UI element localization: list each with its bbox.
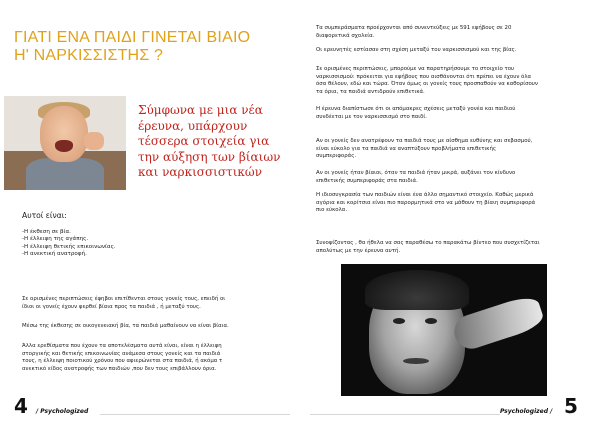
pull-quote: Σύμφωνα με μια νέα έρευνα, υπάρχουν τέσσερα στοιχεία για την αύξηση των βίαιων και ναρκισσιστικών: [138, 103, 281, 179]
title-line: Η' ΝΑΡΚΙΣΣΙΣΤΗΣ ?: [14, 47, 164, 64]
magazine-name: / Psychologized: [36, 408, 89, 415]
footer-divider: [310, 414, 500, 415]
list-label: Αυτοί είναι:: [22, 211, 67, 220]
paragraph: Αν οι γονείς δεν ανατρέφουν τα παιδιά τους με αίσθημα ευθύνης και σεβασμού, είναι εύκολο για τα παιδιά να αναπτύξουν προβλήματα επιθετικής συμπεριφοράς.: [316, 138, 533, 160]
list-item: -Η έλλειψη της αγάπης.: [22, 236, 89, 243]
paragraph-1: Σε ορισμένες περιπτώσεις έφηβοι επιτίθενται στους γονείς τους, επειδή οι ίδιοι οι γονείς έχουν φερθεί βίαια προς τα παιδιά , ή μεταξύ τους.: [22, 296, 226, 310]
paragraph: Συνοψίζοντας , θα ήθελα να σας παραθέσω το παρακάτω βίντεο που συσχετίζεται απολύτως με την έρευνα αυτή.: [316, 240, 540, 254]
right-page: [300, 0, 600, 424]
paragraph: Τα συμπεράσματα προέρχονται από συνεντεύξεις με 591 εφήβους σε 20 διαφορετικά σχολεία.: [316, 25, 512, 39]
angry-child-photo: [4, 96, 126, 190]
list-item: -Η ανεκτική ανατροφή.: [22, 251, 87, 258]
factors-list: [22, 229, 116, 259]
paragraph: Η ιδιοσυγκρασία των παιδιών είναι ένα άλλο σημαντικό στοιχείο. Καθώς μερικά αγόρια και κορίτσια είναι πιο παρορμητικά στο να μάθουν τη βίαιη συμπεριφορά πιο εύκολα.: [316, 192, 536, 214]
paragraph: Η έρευνα διαπίστωσε ότι οι απόμακρες σχέσεις μεταξύ γονέα και παιδιού συνδέεται με τον ναρκισσισμό στο παιδί.: [316, 106, 516, 120]
video-still[interactable]: [341, 264, 547, 396]
page-number: 4: [14, 394, 28, 418]
footer-divider: [100, 414, 290, 415]
paragraph-3: Άλλα ερεθίσματα που έχουν τα αποτελέσματα αυτά είναι, είναι η έλλειψη στοργικής και θετικής επικοινωνίας ανάμεσα στους γονείς και τα παιδιά τους, η έλλειψη ποιοτικού χρόνου που αφιερώνεται στα παιδιά, ή ακόμα τ ανεκτικό είδος ανατροφής των παιδιών ,που δεν τους επιβάλλουν όρια.: [22, 343, 223, 372]
article-title: [14, 29, 284, 65]
paragraph: Οι ερευνητές εστίασαν στη σχέση μεταξύ του ναρκισσισμού και της βίας.: [316, 47, 517, 53]
paragraph: Σε ορισμένες περιπτώσεις, μπορούμε να παρατηρήσουμε το στοιχείο του ναρκισσισμού: πρόκειται για εφήβους που αισθάνονται ότι πρέπει να έχουν όλα όσα θέλουν, εδώ και τώρα. Όταν όμως οι γονείς τους προσπαθούν να καθορίσουν τα όρια, τα παιδιά αντιδρούν επιθετικά.: [316, 66, 538, 95]
list-item: -Η έλλειψη θετικής επικοινωνίας.: [22, 243, 116, 250]
paragraph: Αν οι γονείς ήταν βίαιοι, όταν τα παιδιά ήταν μικρά, αυξάνει τον κίνδυνο επιθετικής συμπεριφοράς στα παιδιά.: [316, 170, 516, 184]
list-item: -Η έκθεση σε βία.: [22, 229, 71, 235]
paragraph-2: Μέσω της έκθεσης σε οικογενειακή βία, τα παιδιά μαθαίνουν να είναι βίαια.: [22, 323, 229, 329]
page-number: 5: [564, 394, 578, 418]
magazine-name: Psychologized /: [500, 408, 553, 415]
title-line: ΓΙΑΤΙ ΕΝΑ ΠΑΙΔΙ ΓΙΝΕΤΑΙ ΒΙΑΙΟ: [14, 29, 251, 46]
